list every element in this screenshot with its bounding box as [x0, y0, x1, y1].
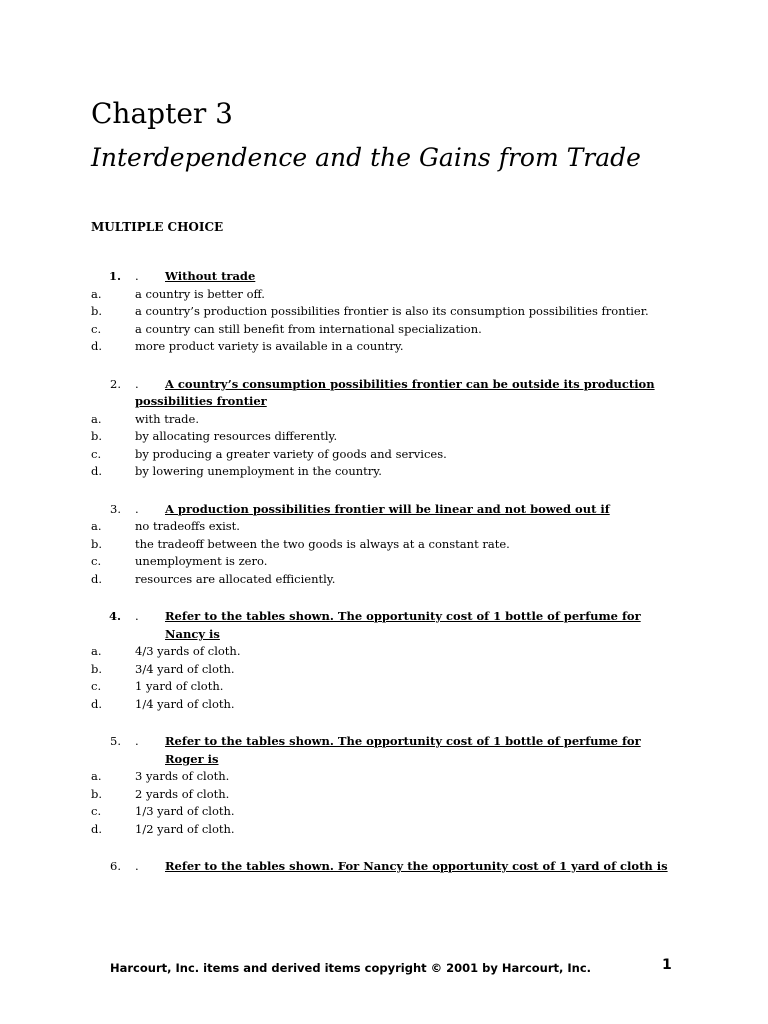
option-b: [91, 786, 681, 804]
option-text: with trade.: [135, 411, 200, 426]
option-text: no tradeoffs exist.: [135, 519, 240, 533]
question-dot: .: [135, 269, 139, 283]
option-text: more product variety is available in a country.: [135, 339, 404, 353]
question-number: 5.: [110, 734, 121, 748]
option-c: [91, 446, 681, 464]
option-letter: a.: [91, 519, 102, 533]
question-dot: .: [135, 859, 139, 873]
question-1: [91, 268, 681, 356]
option-letter: a.: [91, 769, 102, 783]
question-5: [91, 733, 681, 838]
option-text: 3 yards of cloth.: [135, 769, 230, 783]
question-4: [91, 608, 681, 713]
question-stem: Without trade: [165, 269, 256, 283]
option-letter: d.: [91, 464, 103, 478]
question-2: [91, 376, 681, 481]
chapter-number: Chapter 3: [91, 97, 233, 130]
option-letter: b.: [91, 304, 103, 318]
option-d: [91, 571, 681, 589]
option-text: a country is better off.: [135, 286, 265, 301]
question-stem: Refer to the tables shown. For Nancy the opportunity cost of 1 yard of cloth is: [165, 859, 668, 873]
option-letter: b.: [91, 429, 103, 443]
option-text: 3/4 yard of cloth.: [135, 661, 235, 676]
option-text: by lowering unemployment in the country.: [135, 464, 382, 478]
option-letter: d.: [91, 821, 103, 836]
option-letter: a.: [91, 411, 102, 426]
question-stem: Refer to the tables shown. The opportunity cost of 1 bottle of perfume for Nancy is: [165, 609, 641, 641]
question-stem: Refer to the tables shown. The opportunity cost of 1 bottle of perfume for Roger is: [165, 734, 641, 766]
question-3: [91, 501, 681, 589]
option-text: resources are allocated efficiently.: [135, 571, 336, 586]
option-a: [91, 518, 681, 536]
page-number: 1: [662, 957, 672, 973]
option-letter: c.: [91, 321, 102, 336]
option-letter: d.: [91, 339, 103, 353]
question-number: 4.: [108, 609, 121, 623]
question-number: 2.: [110, 376, 121, 391]
option-letter: c.: [91, 554, 102, 568]
option-d: [91, 338, 681, 356]
option-c: [91, 803, 681, 821]
option-b: [91, 428, 681, 446]
option-a: [91, 411, 681, 429]
option-a: [91, 643, 681, 661]
option-text: unemployment is zero.: [135, 554, 268, 568]
option-d: [91, 696, 681, 714]
option-letter: d.: [91, 696, 103, 711]
option-b: [91, 536, 681, 554]
question-number: 6.: [110, 859, 121, 873]
option-letter: b.: [91, 536, 103, 551]
option-d: [91, 463, 681, 481]
option-letter: d.: [91, 571, 103, 586]
option-letter: c.: [91, 804, 102, 818]
option-c: [91, 553, 681, 571]
option-text: 1 yard of cloth.: [135, 679, 224, 693]
option-text: 1/4 yard of cloth.: [135, 696, 235, 711]
option-text: 2 yards of cloth.: [135, 786, 230, 801]
question-stem: A production possibilities frontier will be linear and not bowed out if: [165, 501, 610, 516]
option-letter: c.: [91, 446, 102, 461]
question-dot: .: [135, 376, 139, 391]
question-dot: .: [135, 501, 139, 516]
option-text: a country can still benefit from international specialization.: [135, 321, 482, 336]
option-b: [91, 661, 681, 679]
question-list: [91, 268, 681, 876]
option-letter: a.: [91, 644, 102, 658]
question-number: 1.: [108, 269, 121, 283]
option-c: [91, 321, 681, 339]
copyright-footer: Harcourt, Inc. items and derived items copyright © 2001 by Harcourt, Inc.: [110, 961, 592, 975]
section-heading: MULTIPLE CHOICE: [91, 220, 224, 234]
option-a: [91, 286, 681, 304]
question-dot: .: [135, 609, 139, 623]
option-a: [91, 768, 681, 786]
option-text: the tradeoff between the two goods is always at a constant rate.: [135, 536, 510, 551]
option-text: a country’s production possibilities frontier is also its consumption possibilities frontier.: [135, 304, 649, 318]
option-text: 1/3 yard of cloth.: [135, 804, 235, 818]
option-text: by allocating resources differently.: [135, 429, 338, 443]
option-letter: c.: [91, 679, 102, 693]
chapter-title: Interdependence and the Gains from Trade: [91, 143, 641, 172]
question-stem-continued: possibilities frontier: [135, 394, 267, 408]
option-c: [91, 678, 681, 696]
option-text: 1/2 yard of cloth.: [135, 821, 235, 836]
option-b: [91, 303, 681, 321]
option-letter: a.: [91, 286, 102, 301]
question-number: 3.: [110, 501, 121, 516]
question-6: [91, 858, 681, 876]
option-text: by producing a greater variety of goods and services.: [135, 446, 447, 461]
option-d: [91, 821, 681, 839]
option-text: 4/3 yards of cloth.: [135, 644, 241, 658]
option-letter: b.: [91, 786, 103, 801]
question-stem: A country’s consumption possibilities frontier can be outside its production: [165, 376, 655, 391]
option-letter: b.: [91, 661, 103, 676]
question-dot: .: [135, 734, 139, 748]
